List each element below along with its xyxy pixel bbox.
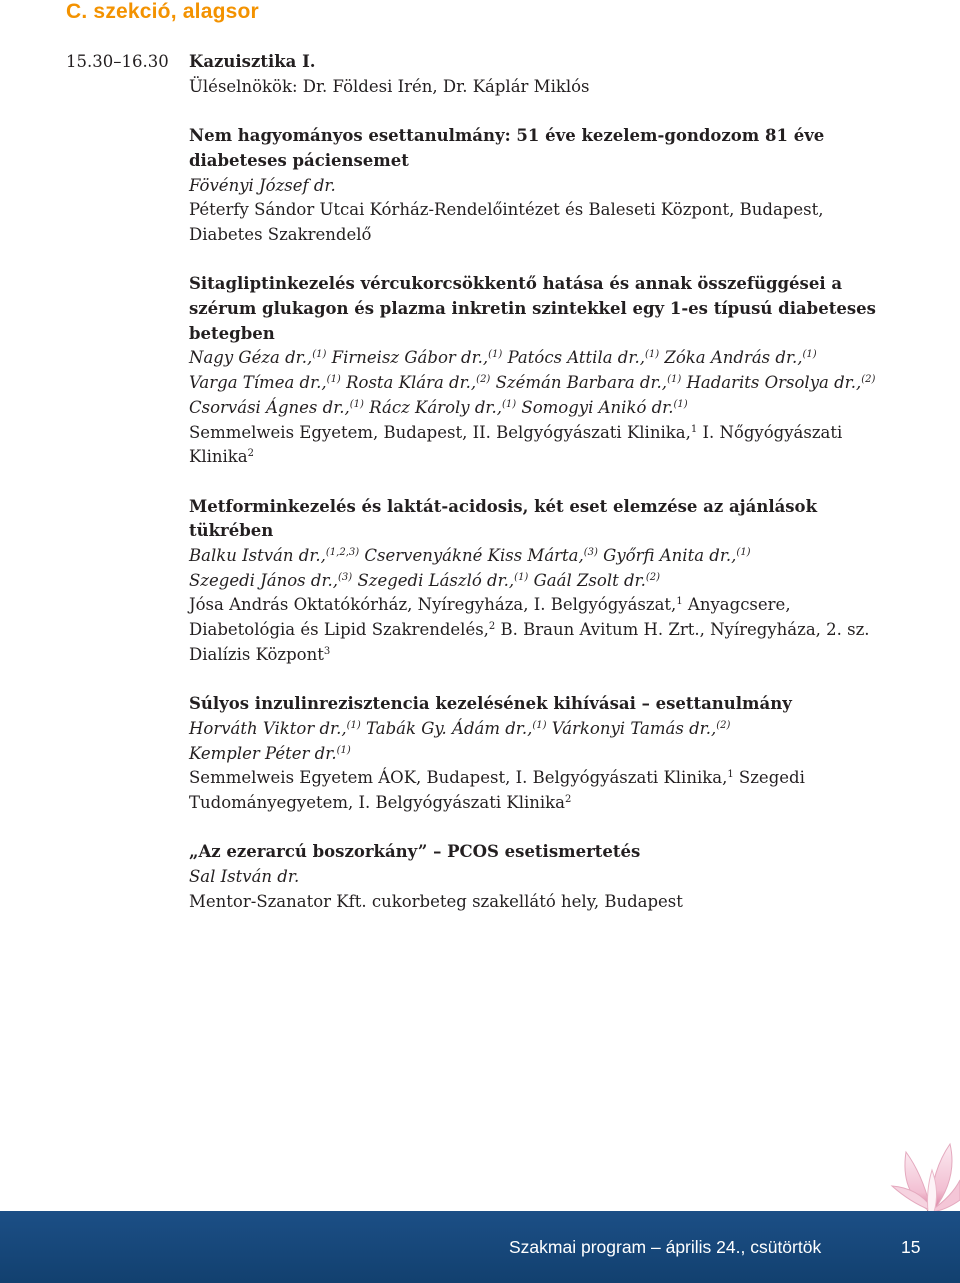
author: Rácz Károly dr.,: [363, 397, 502, 417]
talk-affiliation: [189, 421, 926, 470]
affiliation-text: Anyagcsere,: [682, 595, 791, 615]
talk-title-line: betegben: [189, 323, 275, 343]
affiliation-text: Diabetológia és Lipid Szakrendelés,: [189, 620, 489, 640]
page-number: 15: [901, 1237, 921, 1257]
talk-1: [189, 124, 926, 248]
author-ref: (1): [802, 349, 817, 361]
affiliation-line: [189, 643, 926, 668]
author-line: [189, 742, 926, 767]
affiliation-text: I. Nőgyógyászati: [697, 422, 843, 442]
author-ref: (1): [532, 719, 547, 731]
session-chairs: Üléselnökök: Dr. Földesi Irén, Dr. Káplár Miklós: [189, 76, 590, 96]
footer-text: Szakmai program – április 24., csütörtök: [509, 1237, 822, 1257]
talk-5: [189, 840, 926, 914]
affiliation-ref: 1: [676, 596, 683, 608]
talk-affiliation: Mentor-Szanator Kft. cukorbeteg szakellátó hely, Budapest: [189, 891, 683, 911]
author-ref: (1): [336, 744, 351, 756]
talk-4: [189, 692, 926, 816]
talk-authors: [189, 346, 926, 420]
author-ref: (3): [338, 571, 353, 583]
author: Balku István dr.,: [189, 546, 326, 566]
talk-title: [189, 124, 926, 173]
author-line: [189, 569, 926, 594]
author-ref: (1): [501, 398, 517, 410]
session-body: [189, 50, 926, 915]
talk-affiliation: [189, 766, 926, 815]
author-ref: (2): [716, 719, 731, 731]
talk-title-line: tükrében: [189, 521, 274, 541]
talk-title-line: Metforminkezelés és laktát-acidosis, két eset elemzése az ajánlások: [189, 496, 817, 516]
affiliation-line: [189, 445, 926, 470]
author: Zóka András dr.,: [659, 348, 803, 368]
affiliation-text: Tudományegyetem, I. Belgyógyászati Klinika: [189, 793, 565, 813]
affiliation-line: [189, 421, 926, 446]
author: Rosta Klára dr.,: [340, 373, 477, 393]
talk-authors: [189, 544, 926, 593]
author-ref: (2): [476, 374, 491, 386]
author-ref: (2): [861, 374, 876, 386]
talk-authors: [189, 717, 926, 766]
author: Cservenyákné Kiss Márta,: [359, 546, 584, 566]
author-ref: (1): [644, 349, 660, 361]
author: Szegedi János dr.,: [189, 570, 339, 590]
affiliation-line: [189, 766, 926, 791]
affiliation-text: Szegedi: [733, 768, 805, 788]
affiliation-ref: 2: [488, 621, 496, 633]
author: Várkonyi Tamás dr.,: [546, 718, 717, 738]
author-ref: (1): [312, 349, 327, 361]
affiliation-line: Péterfy Sándor Utcai Kórház-Rendelőintézet és Baleseti Központ, Budapest,: [189, 200, 824, 220]
session-title: Kazuisztika I.: [189, 52, 316, 71]
affiliation-line: [189, 618, 926, 643]
author-ref: (1): [349, 398, 364, 410]
author: Somogyi Anikó dr.: [516, 397, 674, 417]
author-ref: (1): [514, 571, 529, 583]
talk-title: [189, 495, 926, 544]
author-ref: (1): [488, 349, 503, 361]
author-ref: (1): [346, 719, 361, 731]
author-ref: (2): [645, 571, 661, 583]
author-ref: (1): [736, 547, 751, 559]
talk-2: [189, 272, 926, 470]
talk-title-line: szérum glukagon és plazma inkretin szintekkel egy 1-es típusú diabeteses: [189, 299, 876, 318]
affiliation-line: Diabetes Szakrendelő: [189, 224, 372, 244]
affiliation-text: Klinika: [189, 447, 248, 467]
affiliation-ref: 2: [247, 448, 254, 460]
talk-title: „Az ezerarcú boszorkány” – PCOS esetismertetés: [189, 842, 641, 862]
affiliation-text: Dialízis Központ: [189, 644, 324, 664]
affiliation-ref: 1: [690, 423, 698, 435]
author-ref: (1): [667, 374, 682, 386]
talk-title-line: diabeteses páciensemet: [189, 150, 409, 170]
affiliation-ref: 1: [727, 769, 734, 781]
talk-3: [189, 495, 926, 668]
affiliation-text: B. Braun Avitum H. Zrt., Nyíregyháza, 2. sz.: [495, 620, 870, 640]
session-block: [66, 50, 926, 915]
talk-affiliation: [189, 198, 926, 247]
author-line: [189, 346, 926, 371]
author: Horváth Viktor dr.,: [189, 718, 347, 738]
author-ref: (1,2,3): [325, 547, 360, 559]
author-line: [189, 544, 926, 569]
talk-authors: Fövényi József dr.: [189, 175, 336, 195]
author: Firneisz Gábor dr.,: [326, 348, 489, 368]
talk-authors: Sal István dr.: [189, 867, 300, 887]
section-title: C. szekció, alagsor: [66, 0, 259, 23]
talk-title-line: Nem hagyományos esettanulmány: 51 éve kezelem-gondozom 81 éve: [189, 126, 825, 146]
author-ref: (1): [326, 374, 341, 386]
author-ref: (1): [673, 398, 688, 410]
author-line: [189, 396, 926, 421]
author-ref: (3): [583, 547, 598, 559]
affiliation-ref: 3: [323, 645, 331, 657]
author: Hadarits Orsolya dr.,: [681, 373, 862, 393]
author: Tabák Gy. Ádám dr.,: [360, 718, 533, 738]
author: Nagy Géza dr.,: [189, 348, 313, 368]
affiliation-line: [189, 791, 926, 816]
talk-title: [189, 272, 926, 346]
author: Győrfi Anita dr.,: [597, 546, 737, 566]
affiliation-line: [189, 593, 926, 618]
author: Gaál Zsolt dr.: [528, 570, 646, 590]
author-line: [189, 371, 926, 396]
author: Szémán Barbara dr.,: [490, 373, 668, 393]
talk-title: Súlyos inzulinrezisztencia kezelésének kihívásai – esettanulmány: [189, 694, 792, 714]
affiliation-text: Jósa András Oktatókórház, Nyíregyháza, I. Belgyógyászat,: [189, 595, 677, 615]
talk-affiliation: [189, 593, 926, 667]
talk-title-line: Sitagliptinkezelés vércukorcsökkentő hatása és annak összefüggései a: [189, 274, 843, 294]
author: Patócs Attila dr.,: [502, 348, 645, 368]
affiliation-ref: 2: [565, 794, 572, 806]
session-time: 15.30–16.30: [66, 52, 169, 71]
author-line: [189, 717, 926, 742]
author: Kempler Péter dr.: [189, 743, 337, 763]
affiliation-text: Semmelweis Egyetem ÁOK, Budapest, I. Belgyógyászati Klinika,: [189, 768, 728, 788]
author: Varga Tímea dr.,: [189, 373, 327, 393]
affiliation-text: Semmelweis Egyetem, Budapest, II. Belgyógyászati Klinika,: [189, 422, 691, 442]
author: Csorvási Ágnes dr.,: [189, 397, 350, 417]
author: Szegedi László dr.,: [352, 570, 515, 590]
